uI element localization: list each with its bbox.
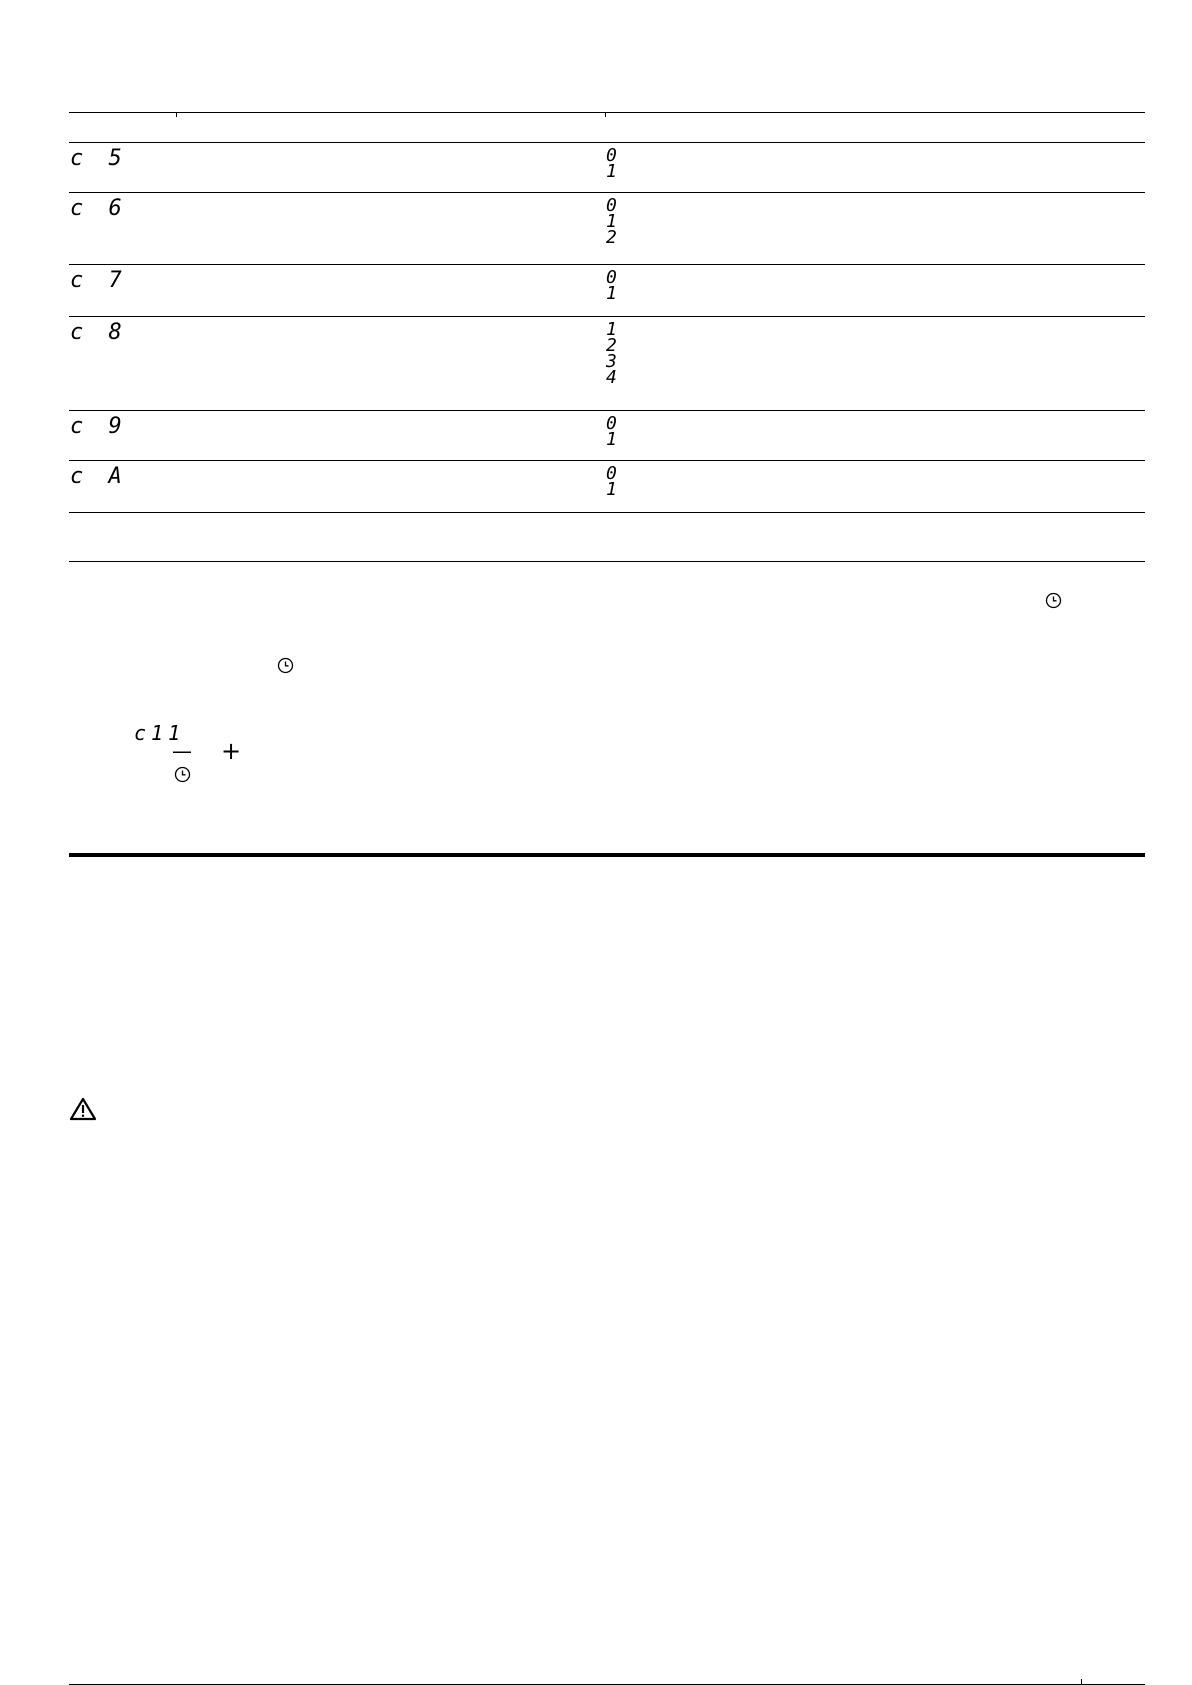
setting-code-c5: c 5 [70, 146, 128, 171]
minus-symbol: — [172, 739, 192, 763]
setting-values-c5: 0 1 [606, 145, 617, 182]
table-column-tick [605, 112, 606, 117]
setting-code-c8: c 8 [70, 320, 128, 345]
warning-triangle-icon [69, 1097, 97, 1121]
table-row-rule [69, 192, 1145, 193]
table-row-rule [69, 410, 1145, 411]
table-row-rule [69, 316, 1145, 317]
table-column-tick [176, 112, 177, 117]
clock-icon [277, 657, 294, 674]
setting-code-c6: c 6 [70, 196, 128, 221]
table-row-rule [69, 460, 1145, 461]
setting-values-c8: 1 2 3 4 [606, 319, 617, 388]
table-row-rule [69, 264, 1145, 265]
table-bottom-rule [69, 561, 1145, 562]
display-code-c11: c11 [134, 721, 186, 745]
setting-code-cA: c A [70, 464, 128, 489]
table-top-rule [69, 112, 1145, 113]
setting-values-cA: 0 1 [606, 463, 617, 500]
setting-code-c9: c 9 [70, 414, 128, 439]
setting-values-c9: 0 1 [606, 413, 617, 450]
clock-icon [174, 766, 191, 783]
setting-values-c6: 0 1 2 [606, 195, 617, 248]
setting-values-c7: 0 1 [606, 267, 617, 304]
table-row-rule [69, 512, 1145, 513]
clock-icon [1045, 592, 1062, 609]
section-divider [69, 853, 1145, 857]
plus-symbol: + [221, 737, 242, 765]
page-footer-tick [1081, 1679, 1082, 1685]
setting-code-c7: c 7 [70, 268, 128, 293]
table-header-rule [69, 142, 1145, 143]
